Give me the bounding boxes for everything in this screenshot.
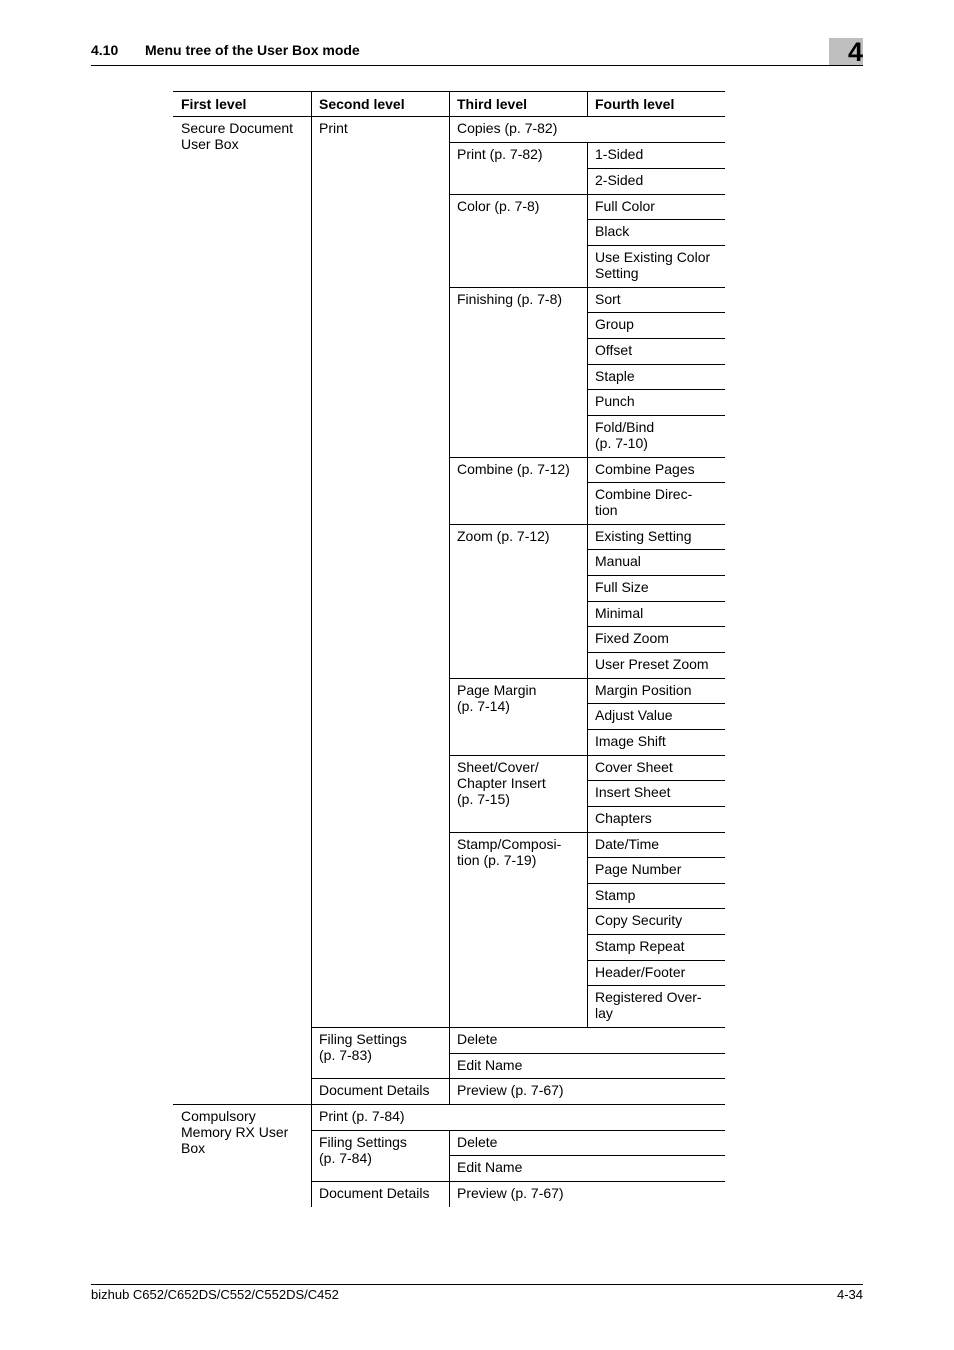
table-rule	[587, 219, 725, 220]
column-rule	[587, 91, 588, 116]
table-cell: Preview (p. 7-67)	[457, 1185, 564, 1201]
table-cell: Header/Footer	[595, 964, 686, 980]
table-rule	[587, 780, 725, 781]
table-cell: Stamp/Composi- tion (p. 7-19)	[457, 836, 562, 868]
table-rule	[449, 1181, 725, 1182]
table-cell: Full Size	[595, 579, 649, 595]
column-rule	[449, 1078, 450, 1104]
table-cell: Group	[595, 316, 634, 332]
table-rule	[587, 575, 725, 576]
table-rule	[587, 415, 725, 416]
table-rule	[587, 934, 725, 935]
table-rule	[587, 883, 725, 884]
table-cell: Document Details	[319, 1185, 430, 1201]
column-rule	[587, 678, 588, 755]
table-cell: Combine (p. 7-12)	[457, 461, 570, 477]
table-rule	[587, 832, 725, 833]
table-rule	[587, 626, 725, 627]
table-cell: Copy Security	[595, 912, 683, 928]
table-cell: Combine Pages	[595, 461, 695, 477]
column-rule	[449, 1130, 450, 1181]
table-cell: Stamp Repeat	[595, 938, 685, 954]
column-header: Second level	[319, 96, 405, 112]
table-rule	[587, 524, 725, 525]
table-cell: Filing Settings (p. 7-83)	[319, 1031, 407, 1063]
table-cell: Page Number	[595, 861, 682, 877]
table-cell: Combine Direc- tion	[595, 486, 693, 518]
footer-rule	[91, 1284, 863, 1285]
column-rule	[587, 755, 588, 832]
table-rule	[587, 985, 725, 986]
table-rule	[587, 755, 725, 756]
column-rule	[449, 1027, 450, 1078]
table-cell: Black	[595, 223, 630, 239]
table-rule	[587, 364, 725, 365]
table-cell: Insert Sheet	[595, 784, 671, 800]
table-cell: Date/Time	[595, 836, 660, 852]
column-rule	[587, 832, 588, 1027]
table-cell: Adjust Value	[595, 707, 673, 723]
table-cell: Minimal	[595, 605, 644, 621]
table-cell: Cover Sheet	[595, 759, 673, 775]
chapter-number: 4	[847, 37, 863, 67]
table-cell: Stamp	[595, 887, 636, 903]
table-cell: Sheet/Cover/ Chapter Insert (p. 7-15)	[457, 759, 546, 807]
table-cell: Chapters	[595, 810, 652, 826]
table-rule	[587, 857, 725, 858]
table-cell: Margin Position	[595, 682, 692, 698]
table-rule	[587, 652, 725, 653]
table-cell: Print	[319, 120, 348, 136]
footer-page-number: 4-34	[836, 1287, 863, 1302]
table-rule	[587, 194, 725, 195]
table-rule	[587, 287, 725, 288]
table-rule	[449, 1053, 725, 1054]
table-cell: Use Existing Color Setting	[595, 249, 711, 281]
table-rule	[587, 960, 725, 961]
table-cell: Zoom (p. 7-12)	[457, 528, 550, 544]
column-rule	[311, 91, 312, 116]
column-header: Third level	[457, 96, 528, 112]
table-cell: Copies (p. 7-82)	[457, 120, 558, 136]
table-cell: Page Margin (p. 7-14)	[457, 682, 537, 714]
table-cell: Delete	[457, 1134, 498, 1150]
table-cell: Compulsory Memory RX User Box	[181, 1108, 289, 1156]
table-cell: Offset	[595, 342, 633, 358]
table-cell: Image Shift	[595, 733, 666, 749]
table-rule	[587, 806, 725, 807]
table-rule	[587, 338, 725, 339]
table-cell: Sort	[595, 291, 621, 307]
table-rule	[587, 703, 725, 704]
column-rule	[311, 116, 312, 1207]
table-rule	[587, 729, 725, 730]
table-cell: Print (p. 7-82)	[457, 146, 543, 162]
column-header: Fourth level	[595, 96, 675, 112]
footer-model: bizhub C652/C652DS/C552/C552DS/C452	[91, 1287, 339, 1302]
table-rule	[587, 142, 725, 143]
table-rule	[587, 601, 725, 602]
column-rule	[449, 1181, 450, 1207]
column-rule	[587, 524, 588, 678]
table-cell: 1-Sided	[595, 146, 644, 162]
table-cell: Edit Name	[457, 1057, 523, 1073]
table-rule	[449, 1130, 725, 1131]
table-cell: Delete	[457, 1031, 498, 1047]
table-rule	[587, 678, 725, 679]
table-rule	[587, 312, 725, 313]
header-rule	[91, 65, 863, 66]
table-cell: Color (p. 7-8)	[457, 198, 540, 214]
table-cell: Secure Document User Box	[181, 120, 294, 152]
column-rule	[449, 91, 450, 116]
column-header: First level	[181, 96, 247, 112]
table-cell: Manual	[595, 553, 641, 569]
table-cell: 2-Sided	[595, 172, 644, 188]
table-rule	[587, 389, 725, 390]
table-rule	[449, 1155, 725, 1156]
table-cell: Punch	[595, 393, 635, 409]
table-cell: Full Color	[595, 198, 655, 214]
table-rule	[449, 1027, 725, 1028]
table-rule	[311, 1104, 725, 1105]
table-rule	[587, 168, 725, 169]
column-rule	[449, 116, 450, 1027]
table-cell: Fold/Bind (p. 7-10)	[595, 419, 655, 451]
table-cell: Preview (p. 7-67)	[457, 1082, 564, 1098]
table-rule	[587, 457, 725, 458]
table-rule	[587, 245, 725, 246]
table-cell: Document Details	[319, 1082, 430, 1098]
table-cell: Staple	[595, 368, 635, 384]
column-rule	[587, 457, 588, 524]
table-cell: Print (p. 7-84)	[319, 1108, 405, 1124]
table-cell: Fixed Zoom	[595, 630, 669, 646]
section-title: Menu tree of the User Box mode	[145, 42, 360, 58]
table-rule	[587, 908, 725, 909]
section-number: 4.10	[91, 42, 119, 58]
column-rule	[587, 287, 588, 457]
table-cell: Edit Name	[457, 1159, 523, 1175]
table-rule	[587, 482, 725, 483]
table-rule	[449, 1078, 725, 1079]
column-rule	[587, 142, 588, 194]
table-cell: Registered Over- lay	[595, 989, 702, 1021]
table-cell: Existing Setting	[595, 528, 692, 544]
table-rule	[587, 549, 725, 550]
table-cell: User Preset Zoom	[595, 656, 709, 672]
table-cell: Finishing (p. 7-8)	[457, 291, 563, 307]
column-rule	[587, 194, 588, 287]
table-cell: Filing Settings (p. 7-84)	[319, 1134, 407, 1166]
